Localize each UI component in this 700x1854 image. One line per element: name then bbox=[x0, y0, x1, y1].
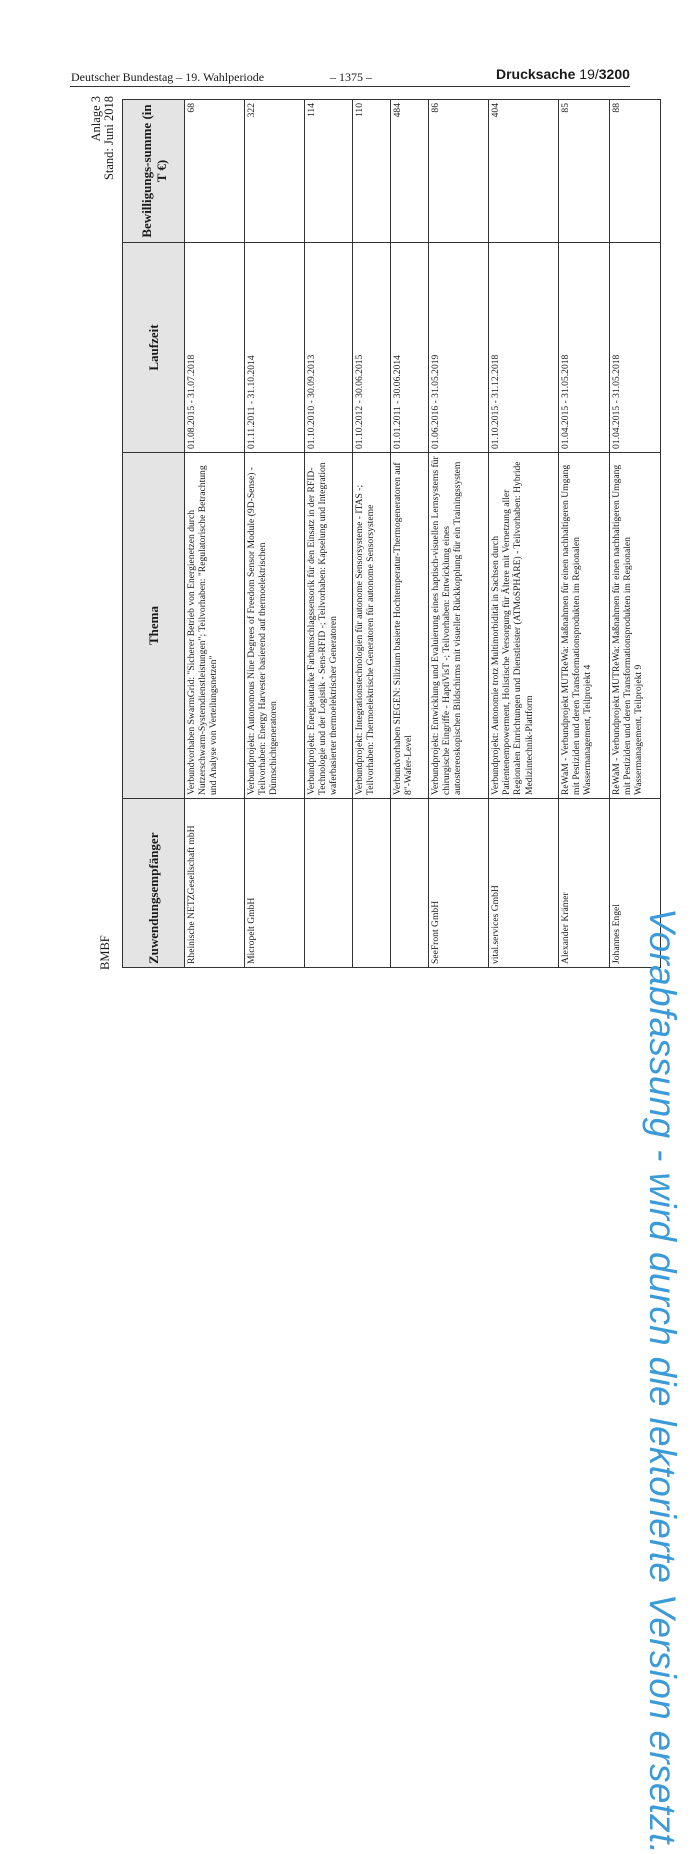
cell-topic: Verbundprojekt: Autonomous Nine Degrees of Freedom Sensor Module (9D-Sense) - Teilvorhaben: Energy Harvester basierend auf thermoelektrischen Dünnschichtgeneratoren bbox=[245, 453, 305, 799]
header-rule bbox=[70, 86, 630, 87]
annex-number: Anlage 3 bbox=[89, 96, 103, 142]
cell-topic: ReWaM - Verbundprojekt MUTReWa: Maßnahmen für einen nachhaltigeren Umgang mit Pestiziden und deren Transformationsprodukten im Regionalen Wassermanagement, Teilprojekt 4 bbox=[559, 453, 610, 799]
cell-amount: 88 bbox=[610, 100, 661, 243]
header-left: Deutscher Bundestag – 19. Wahlperiode bbox=[71, 70, 265, 84]
cell-amount: 404 bbox=[489, 100, 559, 243]
annex-info bbox=[90, 96, 116, 180]
table-row bbox=[559, 100, 610, 968]
cell-period: 01.06.2016 - 31.05.2019 bbox=[429, 243, 489, 453]
cell-period: 01.08.2015 - 31.07.2018 bbox=[185, 243, 245, 453]
table-row bbox=[353, 100, 391, 968]
cell-amount: 85 bbox=[559, 100, 610, 243]
column-header-period: Laufzeit bbox=[123, 243, 185, 453]
cell-period: 01.04.2015 - 31.05.2018 bbox=[610, 243, 661, 453]
document-label: Drucksache bbox=[496, 66, 576, 82]
ministry-label: BMBF bbox=[98, 935, 112, 970]
cell-amount: 322 bbox=[245, 100, 305, 243]
column-header-recipient: Zuwendungsempfänger bbox=[123, 799, 185, 968]
cell-recipient bbox=[391, 799, 429, 968]
table-row bbox=[185, 100, 245, 968]
annex-date: Stand: Juni 2018 bbox=[102, 96, 116, 181]
cell-topic: Verbundvorhaben SIEGEN: Silizium basierte Hochtemperatur-Thermogeneratoren auf 8"-Wafer-Level bbox=[391, 453, 429, 799]
cell-topic: Verbundprojekt: Integrationstechnologien für autonome Sensorsysteme - ITAS -; Teilvorhaben: Thermoelektrische Generatoren für autonome Sensorsysteme bbox=[353, 453, 391, 799]
table-row bbox=[245, 100, 305, 968]
document-number-prefix: 19/ bbox=[579, 66, 599, 82]
cell-topic: ReWaM - Verbundprojekt MUTReWa: Maßnahmen für einen nachhaltigeren Umgang mit Pestiziden und deren Transformationsprodukten im Regionalen Wassermanagement, Teilprojekt 9 bbox=[610, 453, 661, 799]
watermark-text: Vorabfassung - wird durch die lektorierte Version ersetzt. bbox=[642, 908, 683, 1854]
cell-topic: Verbundprojekt: Energieautarke Farbumschlagssensorik für den Einsatz in der RFID-Technologie und der Logistik - Sens-RFID -; Teilvorhaben: Kapselung und Integration waferbasierter thermoelektrischer Generatoren bbox=[305, 453, 353, 799]
document-number-value: 3200 bbox=[598, 66, 630, 82]
page-number: – 1375 – bbox=[330, 70, 372, 84]
cell-amount: 86 bbox=[429, 100, 489, 243]
cell-recipient bbox=[353, 799, 391, 968]
cell-topic: Verbundvorhaben SwarmGrid: "Sicherer Betrieb von Energienetzen durch Nutzerschwarm-Systemdienstleistungen"; Teilvorhaben: "Regulatorische Betrachtung und Analyse von Verteilungsnetzen" bbox=[185, 453, 245, 799]
cell-period: 01.10.2012 - 30.06.2015 bbox=[353, 243, 391, 453]
table-row bbox=[429, 100, 489, 968]
cell-period: 01.10.2015 - 31.12.2018 bbox=[489, 243, 559, 453]
cell-amount: 68 bbox=[185, 100, 245, 243]
cell-recipient: Micropelt GmbH bbox=[245, 799, 305, 968]
table-header-row bbox=[123, 100, 185, 968]
cell-topic: Verbundprojekt: Entwicklung und Evaluierung eines haptisch-visuellen Lernsystems für chirurgische Eingriffe - HaptiVisT -; Teilvorhaben: Entwicklung eines autostereoskopischen Bildschirms mit visueller Rückkopplung für ein Trainingssystem bbox=[429, 453, 489, 799]
cell-recipient: SeeFront GmbH bbox=[429, 799, 489, 968]
cell-amount: 114 bbox=[305, 100, 353, 243]
table-row bbox=[489, 100, 559, 968]
cell-period: 01.11.2011 - 31.10.2014 bbox=[245, 243, 305, 453]
cell-recipient: vital.services GmbH bbox=[489, 799, 559, 968]
document-number bbox=[496, 66, 630, 82]
cell-topic: Verbundprojekt: Autonomie trotz Multimorbidität in Sachsen durch Patientenempowerment, Holistische Versorgung für Ältere mit Vernetzung aller Regionalen Einrichtungen und Dienstleister (ATMoSPHÄRE) - Teilvorhaben: Hybride Medizintechnik-Plattform bbox=[489, 453, 559, 799]
cell-amount: 110 bbox=[353, 100, 391, 243]
table-row bbox=[305, 100, 353, 968]
table-row bbox=[391, 100, 429, 968]
cell-recipient: Johannes Engel bbox=[610, 799, 661, 968]
cell-period: 01.10.2010 - 30.09.2013 bbox=[305, 243, 353, 453]
funding-table bbox=[122, 99, 661, 968]
column-header-topic: Thema bbox=[123, 453, 185, 799]
cell-recipient bbox=[305, 799, 353, 968]
cell-recipient: Rheinische NETZGesellschaft mbH bbox=[185, 799, 245, 968]
draft-watermark bbox=[635, 108, 690, 1854]
cell-amount: 484 bbox=[391, 100, 429, 243]
cell-period: 01.01.2011 - 30.06.2014 bbox=[391, 243, 429, 453]
cell-period: 01.04.2015 - 31.05.2018 bbox=[559, 243, 610, 453]
cell-recipient: Alexander Krämer bbox=[559, 799, 610, 968]
landscape-page bbox=[89, 96, 690, 970]
column-header-amount: Bewilligungs-summe (in T €) bbox=[123, 100, 185, 243]
